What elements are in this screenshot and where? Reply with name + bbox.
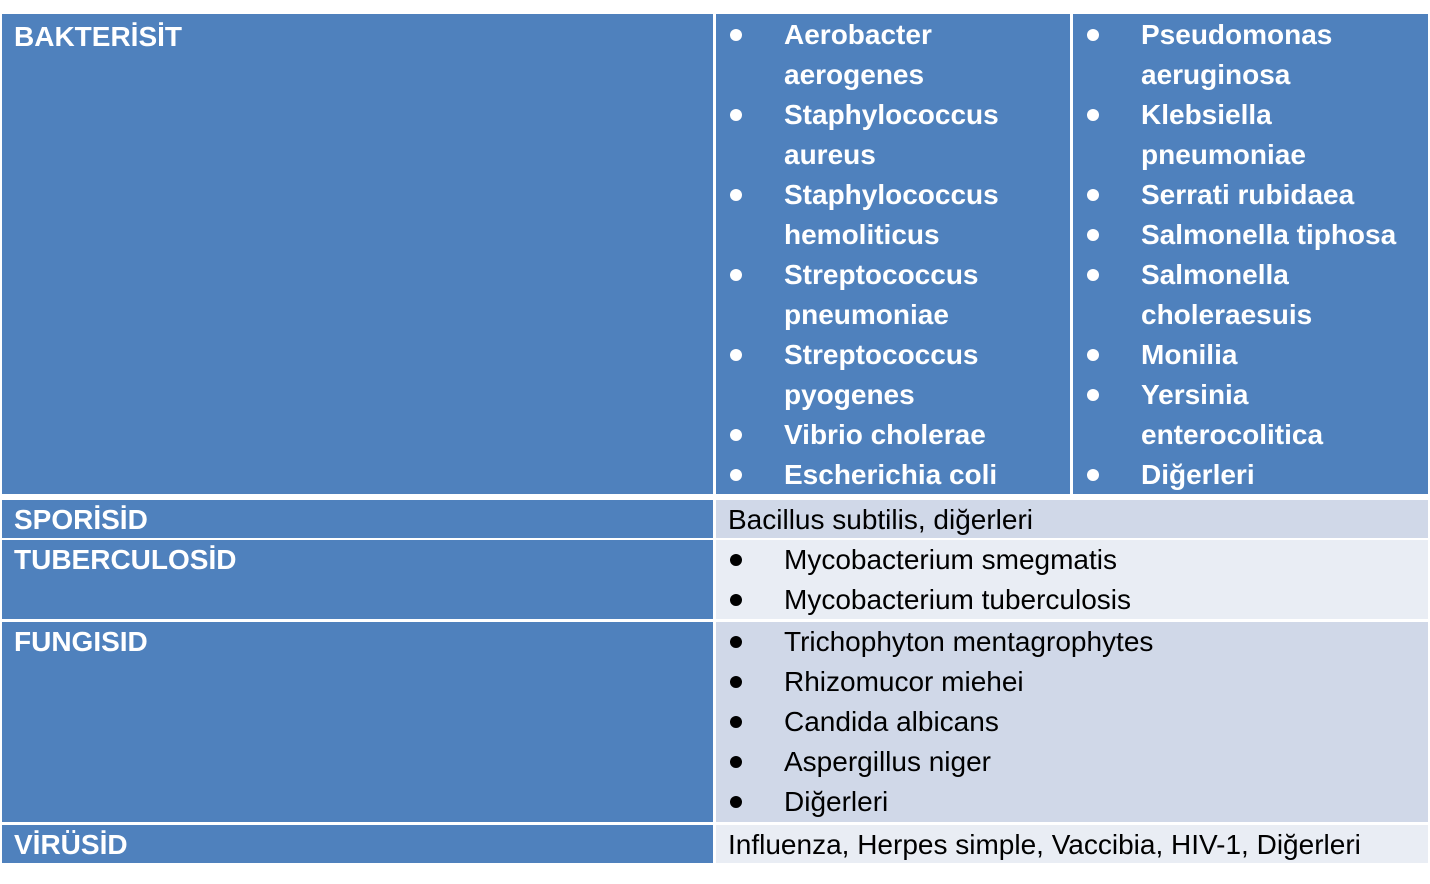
tuberculosid-list [716, 540, 1428, 619]
list-item: Diğerleri [716, 782, 1428, 822]
list-item: Staphylococcus aureus [716, 95, 1070, 175]
list-item: Escherichia coli [716, 455, 1070, 494]
bakterisit-column-2 [1073, 14, 1428, 494]
sporisid-organisms [716, 500, 1428, 538]
list-item: Diğerleri [1073, 455, 1428, 494]
list-item: Monilia [1073, 335, 1428, 375]
bakterisit-list-1 [716, 15, 1070, 494]
virusid-text: Influenza, Herpes simple, Vaccibia, HIV-1, Diğerleri [728, 829, 1361, 860]
label-text: VİRÜSİD [14, 829, 128, 860]
list-item: Mycobacterium tuberculosis [716, 580, 1428, 619]
list-item: Mycobacterium smegmatis [716, 540, 1428, 580]
fungisid-organisms [716, 622, 1428, 822]
list-item: Candida albicans [716, 702, 1428, 742]
row-label-tuberculosid [2, 540, 713, 619]
list-item: Trichophyton mentagrophytes [716, 622, 1428, 662]
list-item: Salmonella choleraesuis [1073, 255, 1428, 335]
list-item: Serrati rubidaea [1073, 175, 1428, 215]
row-label-bakterisit [2, 14, 713, 494]
row-label-sporisid [2, 500, 713, 538]
list-item: Streptococcus pneumoniae [716, 255, 1070, 335]
sporisid-text: Bacillus subtilis, diğerleri [728, 504, 1034, 535]
list-item: Staphylococcus hemoliticus [716, 175, 1070, 255]
list-item: Streptococcus pyogenes [716, 335, 1070, 415]
row-label-fungisid [2, 622, 713, 822]
tuberculosid-organisms [716, 540, 1428, 619]
label-text: BAKTERİSİT [14, 21, 182, 52]
label-text: SPORİSİD [14, 504, 148, 535]
bakterisit-column-1 [716, 14, 1070, 494]
list-item: Vibrio cholerae [716, 415, 1070, 455]
list-item: Aerobacter aerogenes [716, 15, 1070, 95]
list-item: Yersinia enterocolitica [1073, 375, 1428, 455]
label-text: FUNGISID [14, 626, 148, 657]
virusid-organisms [716, 825, 1428, 863]
bakterisit-list-2 [1073, 15, 1428, 494]
disinfectant-spectrum-table [0, 12, 1430, 864]
list-item: Klebsiella pneumoniae [1073, 95, 1428, 175]
list-item: Salmonella tiphosa [1073, 215, 1428, 255]
list-item: Rhizomucor miehei [716, 662, 1428, 702]
row-label-virusid [2, 825, 713, 863]
fungisid-list [716, 622, 1428, 822]
list-item: Pseudomonas aeruginosa [1073, 15, 1428, 95]
list-item: Aspergillus niger [716, 742, 1428, 782]
label-text: TUBERCULOSİD [14, 544, 237, 575]
